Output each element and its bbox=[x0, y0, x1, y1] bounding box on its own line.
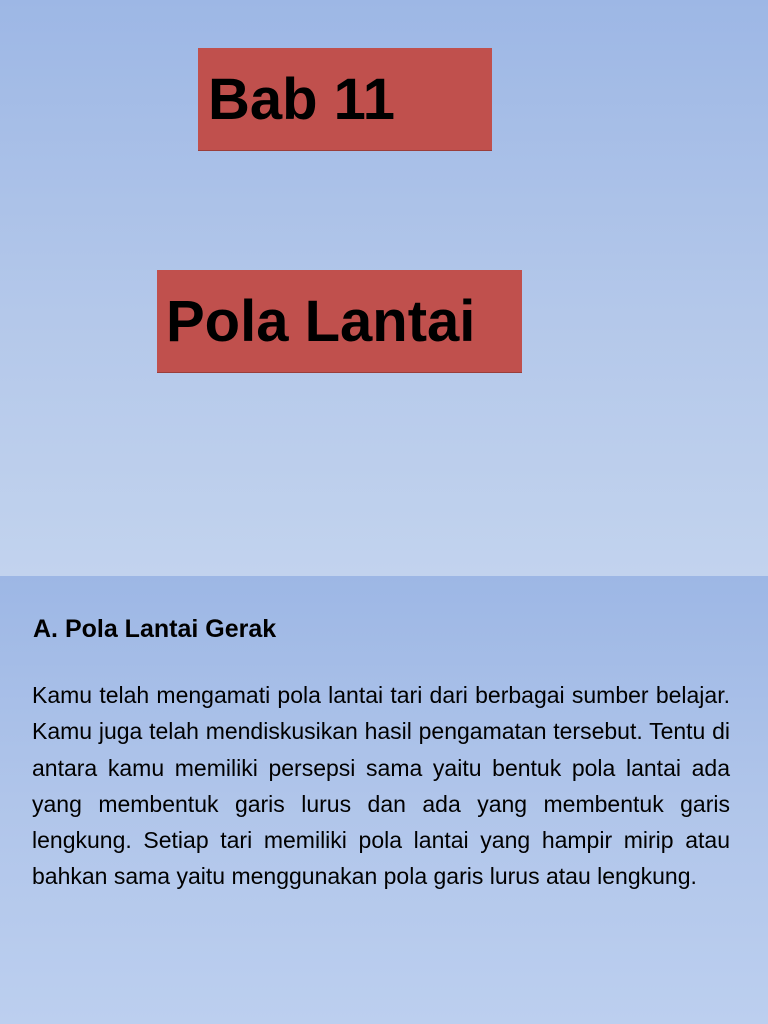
body-paragraph: Kamu telah mengamati pola lantai tari dari berbagai sumber belajar. Kamu juga telah mendiskusikan hasil pengamatan tersebut. Tentu di antara kamu memiliki persepsi sama yaitu bentuk pola lantai ada yang membentuk garis lurus dan ada yang membentuk garis lengkung. Setiap tari memiliki pola lantai yang hampir mirip atau bahkan sama yaitu menggunakan pola garis lurus atau lengkung. bbox=[32, 682, 730, 890]
chapter-title: Bab 11 bbox=[198, 48, 492, 150]
topic-title: Pola Lantai bbox=[157, 270, 522, 372]
section-heading: A. Pola Lantai Gerak bbox=[33, 615, 277, 643]
